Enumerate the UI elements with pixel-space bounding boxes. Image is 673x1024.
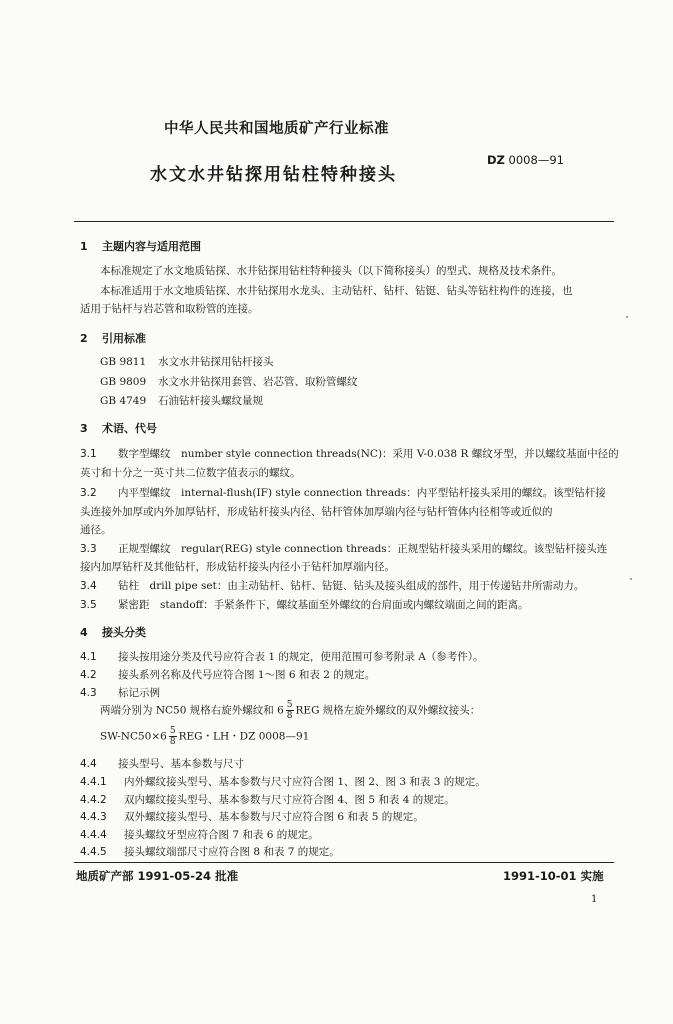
section-number: 4 (80, 626, 88, 639)
item-number: 4.1 (80, 651, 97, 663)
item-4-4-2 (80, 792, 455, 807)
reference-code: GB 9809 (100, 376, 147, 388)
page-number: 1 (591, 894, 598, 905)
term-3-2-cont: 头连接外加厚或内外加厚钻杆，形成钻杆接头内径、钻杆管体加厚端内径与钻杆管体内径相等或近似的 (80, 506, 553, 518)
item-number: 4.4.2 (80, 794, 107, 806)
s1-paragraph-1: 本标准规定了水文地质钻探、水井钻探用钻柱特种接头（以下简称接头）的型式、规格及技术条件。 (100, 265, 562, 277)
reference-title: 水文水井钻探用套管、岩芯管、取粉管螺纹 (158, 376, 358, 388)
term-3-1-cont: 英寸和十分之一英寸共二位数字值表示的螺纹。 (80, 467, 301, 479)
reference-code: GB 9811 (100, 356, 147, 368)
item-number: 4.4.4 (80, 829, 107, 841)
example-text: REG 规格左旋外螺纹的双外螺纹接头： (295, 704, 481, 717)
term-number: 3.2 (80, 487, 97, 499)
s1-paragraph-2-line-2: 适用于钻杆与岩芯管和取粉管的连接。 (80, 303, 259, 315)
section-3-heading (80, 420, 157, 436)
item-4-4-4 (80, 827, 319, 842)
section-title: 主题内容与适用范围 (102, 240, 201, 253)
term-number: 3.5 (80, 599, 97, 611)
marking-example-description (100, 700, 480, 721)
term-number: 3.1 (80, 448, 97, 460)
reference-item (100, 354, 274, 369)
item-4-4-5 (80, 844, 340, 859)
item-number: 4.4 (80, 758, 97, 770)
item-text: 接头按用途分类及代号应符合表 1 的规定，使用范围可参考附录 A（参考件）。 (118, 651, 484, 663)
marking-text: SW-NC50×6 (100, 730, 167, 743)
scan-speck (626, 316, 628, 318)
reference-item (100, 374, 358, 389)
item-text: 双内螺纹接头型号、基本参数与尺寸应符合图 4、图 5 和表 4 的规定。 (124, 794, 455, 806)
term-text: 内平型螺纹 internal-flush(IF) style connection threads：内平型钻杆接头采用的螺纹。该型钻杆接 (118, 487, 606, 499)
item-text: 内外螺纹接头型号、基本参数与尺寸应符合图 1、图 2、图 3 和表 3 的规定。 (124, 776, 486, 788)
section-2-heading (80, 330, 146, 346)
reference-title: 水文水井钻探用钻杆接头 (158, 356, 274, 368)
term-3-5 (80, 597, 529, 612)
footer-rule (74, 862, 614, 863)
example-text: 两端分别为 NC50 规格右旋外螺纹和 6 (100, 704, 284, 717)
section-number: 3 (80, 422, 88, 435)
term-text: 钻柱 drill pipe set：由主动钻杆、钻杆、钻铤、钻头及接头组成的部件，用于传递钻井所需动力。 (118, 580, 585, 592)
item-number: 4.4.1 (80, 776, 107, 788)
item-4-1 (80, 649, 484, 664)
item-text: 标记示例 (118, 687, 160, 699)
section-number: 1 (80, 240, 88, 253)
standard-code (487, 153, 564, 167)
term-text: 正规型螺纹 regular(REG) style connection threads：正规型钻杆接头采用的螺纹。该型钻杆接头连 (118, 543, 608, 555)
org-header: 中华人民共和国地质矿产行业标准 (164, 121, 389, 137)
term-number: 3.3 (80, 543, 97, 555)
section-number: 2 (80, 332, 88, 345)
section-1-heading (80, 238, 201, 254)
term-3-3 (80, 541, 607, 556)
item-text: 接头系列名称及代号应符合图 1～图 6 和表 2 的规定。 (118, 669, 376, 681)
item-number: 4.4.3 (80, 811, 107, 823)
fraction-numerator: 5 (286, 700, 293, 710)
marking-example (100, 726, 309, 747)
item-number: 4.4.5 (80, 846, 107, 858)
item-4-3 (80, 685, 160, 700)
term-text: 数字型螺纹 number style connection threads(NC)：采用 V-0.038 R 螺纹牙型，并以螺纹基面中径的 (118, 448, 619, 460)
item-text: 双外螺纹接头型号、基本参数与尺寸应符合图 6 和表 5 的规定。 (124, 811, 424, 823)
reference-code: GB 4749 (100, 395, 147, 407)
item-4-4-1 (80, 774, 486, 789)
item-text: 接头螺纹牙型应符合图 7 和表 6 的规定。 (124, 829, 319, 841)
item-4-4-3 (80, 809, 424, 824)
term-text: 紧密距 standoff：手紧条件下，螺纹基面至外螺纹的台肩面或内螺纹端面之间的距离。 (118, 599, 529, 611)
term-3-2-cont-2: 通径。 (80, 524, 112, 536)
item-4-2 (80, 667, 375, 682)
approval-date: 地质矿产部 1991-05-24 批准 (76, 869, 239, 883)
section-title: 引用标准 (102, 332, 146, 345)
standard-code-prefix: DZ (487, 153, 505, 167)
s1-paragraph-2-line-1: 本标准适用于水文地质钻探、水井钻探用水龙头、主动钻杆、钻杆、钻铤、钻头等钻柱构件的连接，也 (100, 285, 573, 297)
fraction-denominator: 8 (286, 711, 293, 721)
term-3-3-cont: 接内加厚钻杆及其他钻杆，形成钻杆接头内径小于钻杆加厚端内径。 (80, 561, 395, 573)
section-4-heading (80, 624, 146, 640)
item-number: 4.2 (80, 669, 97, 681)
item-text: 接头型号、基本参数与尺寸 (118, 758, 244, 770)
marking-text: REG・LH・DZ 0008—91 (178, 730, 310, 743)
item-4-4 (80, 756, 244, 771)
standard-code-number: 0008—91 (508, 153, 564, 167)
section-title: 接头分类 (102, 626, 146, 639)
header-rule (74, 221, 614, 222)
fraction-denominator: 8 (169, 737, 176, 747)
implementation-date: 1991-10-01 实施 (503, 869, 604, 883)
reference-title: 石油钻杆接头螺纹量规 (158, 395, 263, 407)
fraction-numerator: 5 (169, 726, 176, 736)
fraction (169, 726, 177, 747)
term-3-4 (80, 578, 584, 593)
item-number: 4.3 (80, 687, 97, 699)
document-title: 水文水井钻探用钻柱特种接头 (150, 165, 397, 185)
fraction (286, 700, 294, 721)
term-3-2 (80, 485, 606, 500)
scan-speck (630, 578, 632, 580)
section-title: 术语、代号 (102, 422, 157, 435)
term-3-1 (80, 446, 619, 461)
reference-item (100, 393, 263, 408)
item-text: 接头螺纹端部尺寸应符合图 8 和表 7 的规定。 (124, 846, 340, 858)
term-number: 3.4 (80, 580, 97, 592)
